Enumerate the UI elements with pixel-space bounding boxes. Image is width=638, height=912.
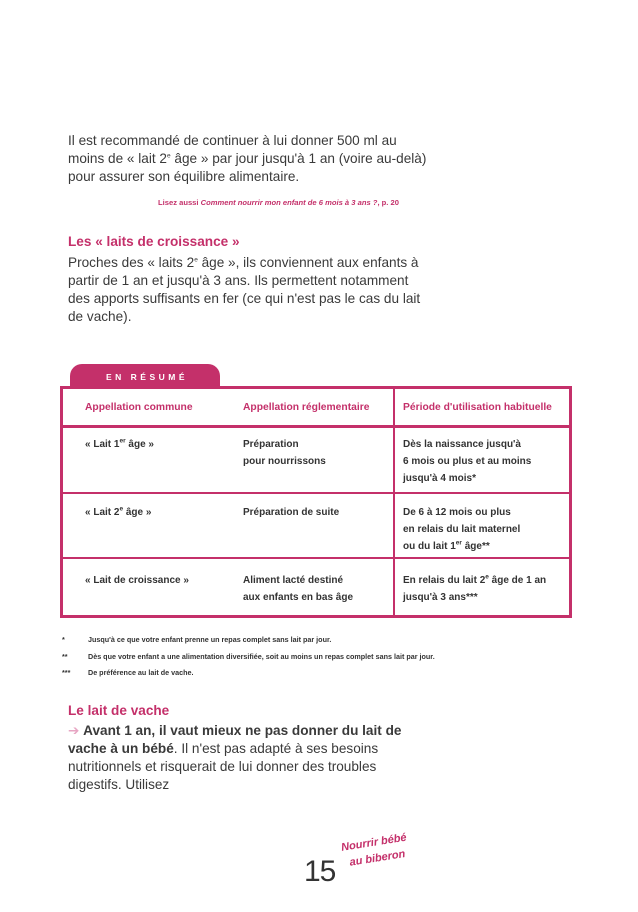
table-divider [63,425,569,428]
table-header-common: Appellation commune [85,402,193,413]
table-cell-regulatory: Aliment lacté destiné aux enfants en bas âge [243,575,354,603]
table-column-divider [393,389,395,615]
table-header-regulatory: Appellation réglementaire [243,402,370,413]
footnote: *** De préférence au lait de vache. [62,668,194,677]
table-cell-common: « Lait 2e âge » [85,505,152,518]
cow-milk-paragraph: ➔ Avant 1 an, il vaut mieux ne pas donner du lait de vache à un bébé. Il n'est pas adapté à ses besoins nutritionnels et risquerait de lui donner des troubles digestifs. Utilisez [68,723,402,792]
growth-milk-paragraph: Proches des « laits 2e âge », ils conviennent aux enfants à partir de 1 an et jusqu'à 3 ans. Ils permettent notamment des apports suffisants en fer (ce qui n'est pas le cas du lait de vache). [68,255,421,324]
see-also-link[interactable]: Lisez aussi Comment nourrir mon enfant de 6 mois à 3 ans ?, p. 20 [158,198,399,207]
table-cell-common: « Lait de croissance » [85,575,189,586]
table-divider [63,492,569,494]
summary-table [60,386,572,618]
table-cell-common: « Lait 1er âge » [85,437,154,450]
summary-tab: EN RÉSUMÉ [70,364,220,388]
section-heading-growth-milk: Les « laits de croissance » [68,234,240,249]
footnote: ** Dès que votre enfant a une alimentation diversifiée, soit au moins un repas complet sans lait par jour. [62,652,435,661]
table-cell-regulatory: Préparation de suite [243,507,340,518]
table-cell-period: De 6 à 12 mois ou plus en relais du lait maternel ou du lait 1er âge** [403,507,521,552]
section-heading-cow-milk: Le lait de vache [68,703,170,718]
table-cell-period: Dès la naissance jusqu'à 6 mois ou plus et au moins jusqu'à 4 mois* [403,439,532,484]
page-number: 15 [304,855,336,888]
arrow-right-icon: ➔ [68,723,80,738]
footnote: * Jusqu'à ce que votre enfant prenne un repas complet sans lait par jour. [62,635,332,644]
intro-paragraph: Il est recommandé de continuer à lui donner 500 ml au moins de « lait 2e âge » par jour jusqu'à 1 an (voire au-delà) pour assurer son équilibre alimentaire. [68,133,427,184]
table-header-period: Période d'utilisation habituelle [403,402,552,413]
table-cell-period: En relais du lait 2e âge de 1 an jusqu'à 3 ans*** [403,573,547,603]
book-title: Nourrir bébé au biberon [340,831,408,869]
table-cell-regulatory: Préparation pour nourrissons [243,439,326,467]
table-divider [63,557,569,559]
